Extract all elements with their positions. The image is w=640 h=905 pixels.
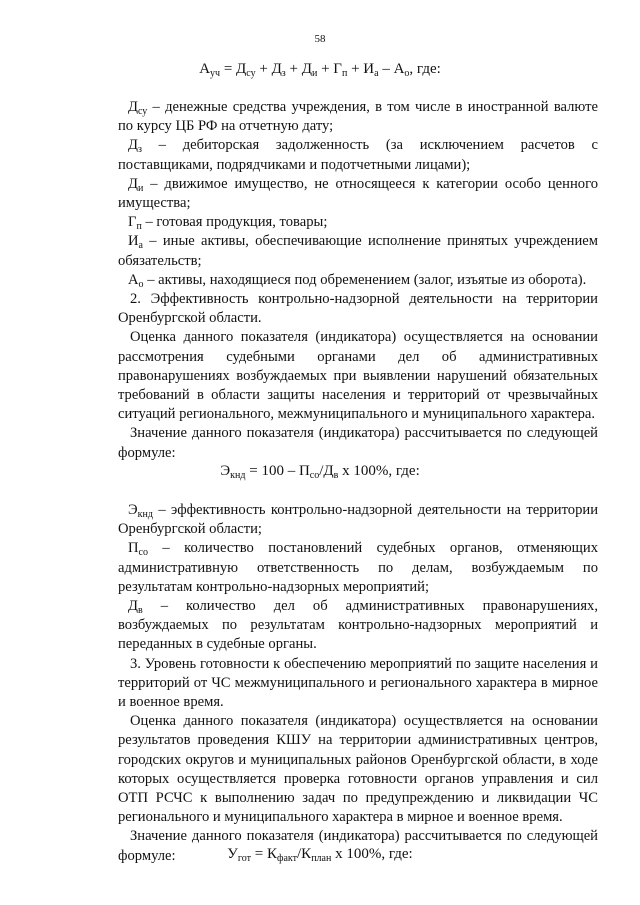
section-heading: 3. Уровень готовности к обеспечению мероприятий по защите населения и территорий от ЧС межмуниципального и регионального характера в мирное и военное время.	[118, 655, 598, 711]
formula-asset-calc: $А_{уч} = Д_{су} + Д_з + Д_и + Г_п + И_а - А_о$, где:	[199, 61, 441, 79]
formula-efficiency: $Э_{кнд} = 100 - П_{со}/Д_в$ х 100%, где:	[220, 463, 420, 481]
definition-item: $Д_{су}$ – денежные средства учреждения, в том числе в иностранной валюте по курсу ЦБ РФ на отчетную дату;	[118, 99, 598, 135]
definition-item: $Д_з$ – дебиторская задолженность (за исключением расчетов с поставщиками, подрядчиками и подотчетными лицами);	[118, 137, 598, 173]
paragraph: Оценка данного показателя (индикатора) осуществляется на основании рассмотрения судебными органами дел об административных правонарушениях возбуждаемых при выявлении нарушений обязательных требований в области защиты населения и территорий от чрезвычайных ситуаций регионального, межмуниципального и муниципального характера.	[118, 329, 598, 423]
definition-item: $Э_{кнд}$ – эффективность контрольно-надзорной деятельности на территории Оренбургской области;	[118, 502, 598, 538]
definition-item: $И_а$ – иные активы, обеспечивающие исполнение принятых учреждением обязательств;	[118, 233, 598, 269]
formula-readiness: $У_{гот} = К_{факт}/К_{план}$ х 100%, где:	[227, 846, 413, 864]
definition-item: $Д_и$ – движимое имущество, не относящееся к категории особо ценного имущества;	[118, 175, 598, 212]
section-heading: 2. Эффективность контрольно-надзорной деятельности на территории Оренбургской области.	[118, 291, 598, 327]
paragraph: Значение данного показателя (индикатора) рассчитывается по следующей формуле:	[118, 425, 598, 461]
definition-item: $Д_в$ – количество дел об административных правонарушениях, возбуждаемых по результатам контрольно-надзорных мероприятий и переданных в судебные органы.	[118, 598, 598, 653]
main-text-2	[118, 501, 598, 866]
definition-item: $А_о$ – активы, находящиеся под обременением (залог, изъятые из оборота).	[128, 271, 587, 290]
definition-item: $П_{со}$ – количество постановлений судебных органов, отменяющих административную ответственность по делам, возбуждаемым по результатам контрольно-надзорных мероприятий;	[118, 540, 598, 595]
main-text-1	[118, 98, 598, 463]
paragraph: Значение данного показателя (индикатора) рассчитывается по следующей формуле:	[118, 828, 598, 864]
paragraph: Оценка данного показателя (индикатора) осуществляется на основании результатов проведения КШУ на территории административных центров, городских округов и муниципальных районов Оренбургской области, в ходе которых осуществляется проверка готовности органов управления и сил ОТП РСЧС к выполнению задач по предупреждению и ликвидации ЧС регионального и муниципального характера в мирное и военное время.	[118, 713, 598, 826]
page-number: 58	[314, 33, 326, 45]
definition-item: $Г_п$ – готовая продукция, товары;	[128, 214, 328, 233]
